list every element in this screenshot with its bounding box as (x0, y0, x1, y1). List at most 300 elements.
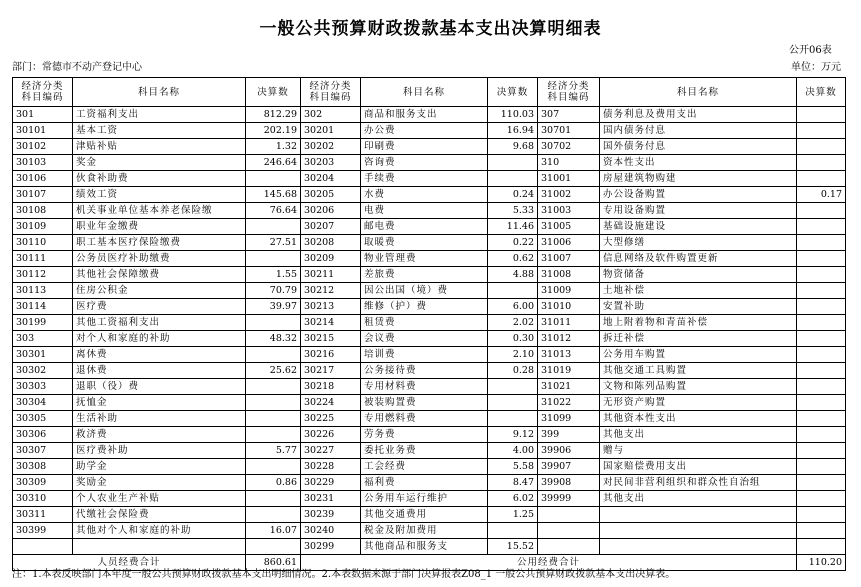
name-cell: 会议费 (361, 331, 488, 347)
table-row (13, 443, 846, 459)
code-cell: 30702 (538, 139, 600, 155)
amount-cell: 0.28 (488, 363, 538, 379)
table-row (13, 171, 846, 187)
code-cell: 39906 (538, 443, 600, 459)
amount-cell: 48.32 (246, 331, 301, 347)
code-cell (13, 539, 73, 555)
name-cell: 津贴补贴 (73, 139, 246, 155)
code-cell: 30108 (13, 203, 73, 219)
name-cell: 邮电费 (361, 219, 488, 235)
code-cell: 30224 (301, 395, 361, 411)
amount-cell (797, 123, 846, 139)
code-cell: 30213 (301, 299, 361, 315)
code-cell: 30311 (13, 507, 73, 523)
table-row (13, 395, 846, 411)
table-row (13, 139, 846, 155)
amount-cell (246, 427, 301, 443)
name-cell: 因公出国（境）费 (361, 283, 488, 299)
name-cell: 公务用车购置 (600, 347, 797, 363)
amount-cell: 145.68 (246, 187, 301, 203)
amount-cell: 4.00 (488, 443, 538, 459)
amount-cell (246, 347, 301, 363)
code-cell: 30207 (301, 219, 361, 235)
code-cell: 30399 (13, 523, 73, 539)
expenditure-table (12, 77, 846, 571)
code-cell: 30112 (13, 267, 73, 283)
name-cell: 文物和陈列品购置 (600, 379, 797, 395)
amount-cell: 0.17 (797, 187, 846, 203)
unit-label: 单位：万元 (791, 62, 841, 73)
amount-cell: 9.12 (488, 427, 538, 443)
amount-cell (797, 379, 846, 395)
table-row (13, 523, 846, 539)
name-cell: 手续费 (361, 171, 488, 187)
table-number: 公开06表 (789, 45, 832, 56)
department-label: 部门：常德市不动产登记中心 (12, 62, 142, 73)
code-cell: 30227 (301, 443, 361, 459)
code-cell: 31019 (538, 363, 600, 379)
amount-cell: 15.52 (488, 539, 538, 555)
name-cell: 电费 (361, 203, 488, 219)
name-cell (600, 523, 797, 539)
header-amount: 决算数 (246, 78, 301, 107)
amount-cell (246, 491, 301, 507)
name-cell: 拆迁补偿 (600, 331, 797, 347)
code-cell: 30204 (301, 171, 361, 187)
amount-cell (797, 395, 846, 411)
amount-cell (488, 523, 538, 539)
amount-cell (797, 251, 846, 267)
code-cell: 30229 (301, 475, 361, 491)
code-cell: 31005 (538, 219, 600, 235)
amount-cell (246, 411, 301, 427)
amount-cell (797, 283, 846, 299)
amount-cell (797, 331, 846, 347)
amount-cell (797, 267, 846, 283)
table-row (13, 123, 846, 139)
amount-cell (488, 379, 538, 395)
name-cell: 地上附着物和青苗补偿 (600, 315, 797, 331)
amount-cell (246, 507, 301, 523)
table-row (13, 267, 846, 283)
header-name: 科目名称 (600, 78, 797, 107)
code-cell: 30309 (13, 475, 73, 491)
amount-cell (797, 459, 846, 475)
name-cell (600, 539, 797, 555)
code-cell: 30214 (301, 315, 361, 331)
code-cell: 31007 (538, 251, 600, 267)
amount-cell: 9.68 (488, 139, 538, 155)
code-cell: 30209 (301, 251, 361, 267)
code-cell: 30212 (301, 283, 361, 299)
amount-cell (797, 363, 846, 379)
amount-cell (797, 443, 846, 459)
table-row (13, 107, 846, 123)
name-cell: 其他支出 (600, 427, 797, 443)
amount-cell: 0.30 (488, 331, 538, 347)
name-cell: 其他资本性支出 (600, 411, 797, 427)
amount-cell (246, 219, 301, 235)
header-code: 经济分类 科目编码 (538, 78, 600, 107)
amount-cell: 2.02 (488, 315, 538, 331)
table-row (13, 155, 846, 171)
header-name: 科目名称 (361, 78, 488, 107)
amount-cell: 246.64 (246, 155, 301, 171)
amount-cell (797, 235, 846, 251)
code-cell: 30109 (13, 219, 73, 235)
amount-cell (797, 139, 846, 155)
name-cell: 助学金 (73, 459, 246, 475)
personnel-total-value: 860.61 (246, 555, 301, 571)
name-cell: 专用材料费 (361, 379, 488, 395)
name-cell: 取暖费 (361, 235, 488, 251)
table-row (13, 347, 846, 363)
code-cell: 30218 (301, 379, 361, 395)
name-cell: 其他工资福利支出 (73, 315, 246, 331)
name-cell: 基础设施建设 (600, 219, 797, 235)
public-total-label: 公用经费合计 (301, 555, 797, 571)
name-cell: 其他社会保障缴费 (73, 267, 246, 283)
personnel-total-label: 人员经费合计 (13, 555, 246, 571)
code-cell: 39908 (538, 475, 600, 491)
amount-cell: 6.00 (488, 299, 538, 315)
name-cell: 被装购置费 (361, 395, 488, 411)
amount-cell: 6.02 (488, 491, 538, 507)
name-cell: 专用设备购置 (600, 203, 797, 219)
table-row (13, 475, 846, 491)
name-cell: 公务用车运行维护 (361, 491, 488, 507)
code-cell: 31008 (538, 267, 600, 283)
name-cell: 资本性支出 (600, 155, 797, 171)
name-cell: 大型修缮 (600, 235, 797, 251)
name-cell: 职工基本医疗保险缴费 (73, 235, 246, 251)
amount-cell (246, 379, 301, 395)
amount-cell (797, 299, 846, 315)
code-cell: 31003 (538, 203, 600, 219)
amount-cell (488, 155, 538, 171)
table-row (13, 187, 846, 203)
name-cell (73, 539, 246, 555)
table-row (13, 379, 846, 395)
code-cell: 30231 (301, 491, 361, 507)
name-cell: 对民间非营利组织和群众性自治组 (600, 475, 797, 491)
amount-cell: 8.47 (488, 475, 538, 491)
amount-cell: 5.58 (488, 459, 538, 475)
amount-cell (797, 507, 846, 523)
page-title: 一般公共预算财政拨款基本支出决算明细表 (259, 19, 602, 39)
name-cell: 办公设备购置 (600, 187, 797, 203)
code-cell: 30225 (301, 411, 361, 427)
code-cell: 30111 (13, 251, 73, 267)
name-cell: 咨询费 (361, 155, 488, 171)
code-cell: 31022 (538, 395, 600, 411)
name-cell (600, 507, 797, 523)
code-cell: 399 (538, 427, 600, 443)
amount-cell: 27.51 (246, 235, 301, 251)
amount-cell: 76.64 (246, 203, 301, 219)
table-row (13, 427, 846, 443)
code-cell: 30216 (301, 347, 361, 363)
table-row (13, 507, 846, 523)
name-cell: 其他商品和服务支 (361, 539, 488, 555)
name-cell: 房屋建筑物购建 (600, 171, 797, 187)
amount-cell: 0.62 (488, 251, 538, 267)
amount-cell (488, 411, 538, 427)
name-cell: 其他对个人和家庭的补助 (73, 523, 246, 539)
code-cell: 30239 (301, 507, 361, 523)
amount-cell: 16.94 (488, 123, 538, 139)
amount-cell (797, 171, 846, 187)
amount-cell: 202.19 (246, 123, 301, 139)
name-cell: 土地补偿 (600, 283, 797, 299)
amount-cell (246, 251, 301, 267)
name-cell: 安置补助 (600, 299, 797, 315)
amount-cell (797, 347, 846, 363)
name-cell: 绩效工资 (73, 187, 246, 203)
code-cell: 303 (13, 331, 73, 347)
amount-cell (246, 459, 301, 475)
code-cell: 30101 (13, 123, 73, 139)
name-cell: 退休费 (73, 363, 246, 379)
amount-cell (797, 539, 846, 555)
name-cell: 离休费 (73, 347, 246, 363)
header-code: 经济分类 科目编码 (301, 78, 361, 107)
code-cell: 30228 (301, 459, 361, 475)
code-cell: 30201 (301, 123, 361, 139)
code-cell: 31002 (538, 187, 600, 203)
name-cell: 其他交通工具购置 (600, 363, 797, 379)
table-row (13, 315, 846, 331)
name-cell: 个人农业生产补贴 (73, 491, 246, 507)
amount-cell (488, 283, 538, 299)
table-row (13, 491, 846, 507)
table-body (13, 107, 846, 555)
code-cell: 30305 (13, 411, 73, 427)
name-cell: 劳务费 (361, 427, 488, 443)
code-cell: 31009 (538, 283, 600, 299)
table-row (13, 363, 846, 379)
amount-cell: 812.29 (246, 107, 301, 123)
amount-cell (246, 171, 301, 187)
code-cell (538, 539, 600, 555)
name-cell: 对个人和家庭的补助 (73, 331, 246, 347)
code-cell: 307 (538, 107, 600, 123)
name-cell: 福利费 (361, 475, 488, 491)
name-cell: 医疗费 (73, 299, 246, 315)
name-cell: 抚恤金 (73, 395, 246, 411)
table-row (13, 251, 846, 267)
amount-cell: 5.33 (488, 203, 538, 219)
name-cell: 其他交通费用 (361, 507, 488, 523)
code-cell: 30306 (13, 427, 73, 443)
amount-cell (797, 475, 846, 491)
code-cell: 39999 (538, 491, 600, 507)
code-cell: 30240 (301, 523, 361, 539)
code-cell: 30701 (538, 123, 600, 139)
name-cell: 债务利息及费用支出 (600, 107, 797, 123)
header-code: 经济分类 科目编码 (13, 78, 73, 107)
code-cell: 302 (301, 107, 361, 123)
header-row (13, 78, 846, 107)
code-cell: 30226 (301, 427, 361, 443)
amount-cell (797, 523, 846, 539)
name-cell: 公务员医疗补助缴费 (73, 251, 246, 267)
amount-cell: 0.86 (246, 475, 301, 491)
name-cell: 水费 (361, 187, 488, 203)
amount-cell (797, 203, 846, 219)
name-cell: 租赁费 (361, 315, 488, 331)
name-cell: 税金及附加费用 (361, 523, 488, 539)
name-cell: 办公费 (361, 123, 488, 139)
name-cell: 信息网络及软件购置更新 (600, 251, 797, 267)
code-cell: 30301 (13, 347, 73, 363)
code-cell: 31011 (538, 315, 600, 331)
amount-cell (797, 411, 846, 427)
name-cell: 伙食补助费 (73, 171, 246, 187)
name-cell: 其他支出 (600, 491, 797, 507)
table-row (13, 539, 846, 555)
name-cell: 国外债务付息 (600, 139, 797, 155)
public-total-value: 110.20 (797, 555, 846, 571)
code-cell: 30307 (13, 443, 73, 459)
code-cell: 30211 (301, 267, 361, 283)
amount-cell (246, 539, 301, 555)
amount-cell: 1.55 (246, 267, 301, 283)
amount-cell: 25.62 (246, 363, 301, 379)
header-amount: 决算数 (797, 78, 846, 107)
code-cell: 30206 (301, 203, 361, 219)
amount-cell: 39.97 (246, 299, 301, 315)
name-cell: 维修（护）费 (361, 299, 488, 315)
code-cell: 30215 (301, 331, 361, 347)
code-cell: 30303 (13, 379, 73, 395)
code-cell: 39907 (538, 459, 600, 475)
code-cell (538, 523, 600, 539)
amount-cell: 2.10 (488, 347, 538, 363)
name-cell: 委托业务费 (361, 443, 488, 459)
amount-cell (797, 155, 846, 171)
code-cell: 30205 (301, 187, 361, 203)
amount-cell (246, 395, 301, 411)
code-cell: 30310 (13, 491, 73, 507)
amount-cell: 1.25 (488, 507, 538, 523)
name-cell: 物资储备 (600, 267, 797, 283)
amount-cell (797, 219, 846, 235)
code-cell: 31012 (538, 331, 600, 347)
name-cell: 生活补助 (73, 411, 246, 427)
table-row (13, 203, 846, 219)
amount-cell: 110.03 (488, 107, 538, 123)
name-cell: 职业年金缴费 (73, 219, 246, 235)
name-cell: 专用燃料费 (361, 411, 488, 427)
table-row (13, 299, 846, 315)
amount-cell: 11.46 (488, 219, 538, 235)
header-name: 科目名称 (73, 78, 246, 107)
code-cell: 30102 (13, 139, 73, 155)
code-cell: 30199 (13, 315, 73, 331)
amount-cell: 70.79 (246, 283, 301, 299)
amount-cell: 5.77 (246, 443, 301, 459)
name-cell: 代缴社会保险费 (73, 507, 246, 523)
code-cell: 310 (538, 155, 600, 171)
name-cell: 无形资产购置 (600, 395, 797, 411)
code-cell: 30302 (13, 363, 73, 379)
name-cell: 奖金 (73, 155, 246, 171)
code-cell: 30114 (13, 299, 73, 315)
table-row (13, 219, 846, 235)
expenditure-table-container (12, 77, 846, 571)
amount-cell: 0.24 (488, 187, 538, 203)
code-cell: 31006 (538, 235, 600, 251)
code-cell: 30304 (13, 395, 73, 411)
amount-cell (797, 427, 846, 443)
code-cell: 30217 (301, 363, 361, 379)
code-cell (538, 507, 600, 523)
code-cell: 30107 (13, 187, 73, 203)
name-cell: 住房公积金 (73, 283, 246, 299)
amount-cell (246, 315, 301, 331)
table-row (13, 235, 846, 251)
name-cell: 培训费 (361, 347, 488, 363)
code-cell: 31099 (538, 411, 600, 427)
code-cell: 30103 (13, 155, 73, 171)
amount-cell: 4.88 (488, 267, 538, 283)
code-cell: 31010 (538, 299, 600, 315)
code-cell: 30113 (13, 283, 73, 299)
name-cell: 基本工资 (73, 123, 246, 139)
amount-cell (797, 107, 846, 123)
name-cell: 差旅费 (361, 267, 488, 283)
name-cell: 工资福利支出 (73, 107, 246, 123)
name-cell: 印刷费 (361, 139, 488, 155)
code-cell: 31001 (538, 171, 600, 187)
name-cell: 物业管理费 (361, 251, 488, 267)
code-cell: 30110 (13, 235, 73, 251)
amount-cell (488, 395, 538, 411)
name-cell: 国家赔偿费用支出 (600, 459, 797, 475)
name-cell: 机关事业单位基本养老保险缴 (73, 203, 246, 219)
amount-cell: 1.32 (246, 139, 301, 155)
code-cell: 31021 (538, 379, 600, 395)
code-cell: 30203 (301, 155, 361, 171)
amount-cell (488, 171, 538, 187)
table-row (13, 411, 846, 427)
table-row (13, 459, 846, 475)
code-cell: 30299 (301, 539, 361, 555)
amount-cell (797, 491, 846, 507)
amount-cell (797, 315, 846, 331)
name-cell: 退职（役）费 (73, 379, 246, 395)
code-cell: 30106 (13, 171, 73, 187)
header-amount: 决算数 (488, 78, 538, 107)
amount-cell: 16.07 (246, 523, 301, 539)
footnote: 注：1.本表反映部门本年度一般公共预算财政拨款基本支出明细情况。2.本表数据来源于部门决算报表Z08_1 一般公共预算财政拨款基本支出决算表。 (12, 569, 676, 580)
name-cell: 商品和服务支出 (361, 107, 488, 123)
name-cell: 工会经费 (361, 459, 488, 475)
name-cell: 医疗费补助 (73, 443, 246, 459)
name-cell: 救济费 (73, 427, 246, 443)
amount-cell: 0.22 (488, 235, 538, 251)
name-cell: 国内债务付息 (600, 123, 797, 139)
table-row (13, 283, 846, 299)
code-cell: 31013 (538, 347, 600, 363)
code-cell: 30202 (301, 139, 361, 155)
table-row (13, 331, 846, 347)
name-cell: 奖励金 (73, 475, 246, 491)
name-cell: 赠与 (600, 443, 797, 459)
code-cell: 30308 (13, 459, 73, 475)
name-cell: 公务接待费 (361, 363, 488, 379)
